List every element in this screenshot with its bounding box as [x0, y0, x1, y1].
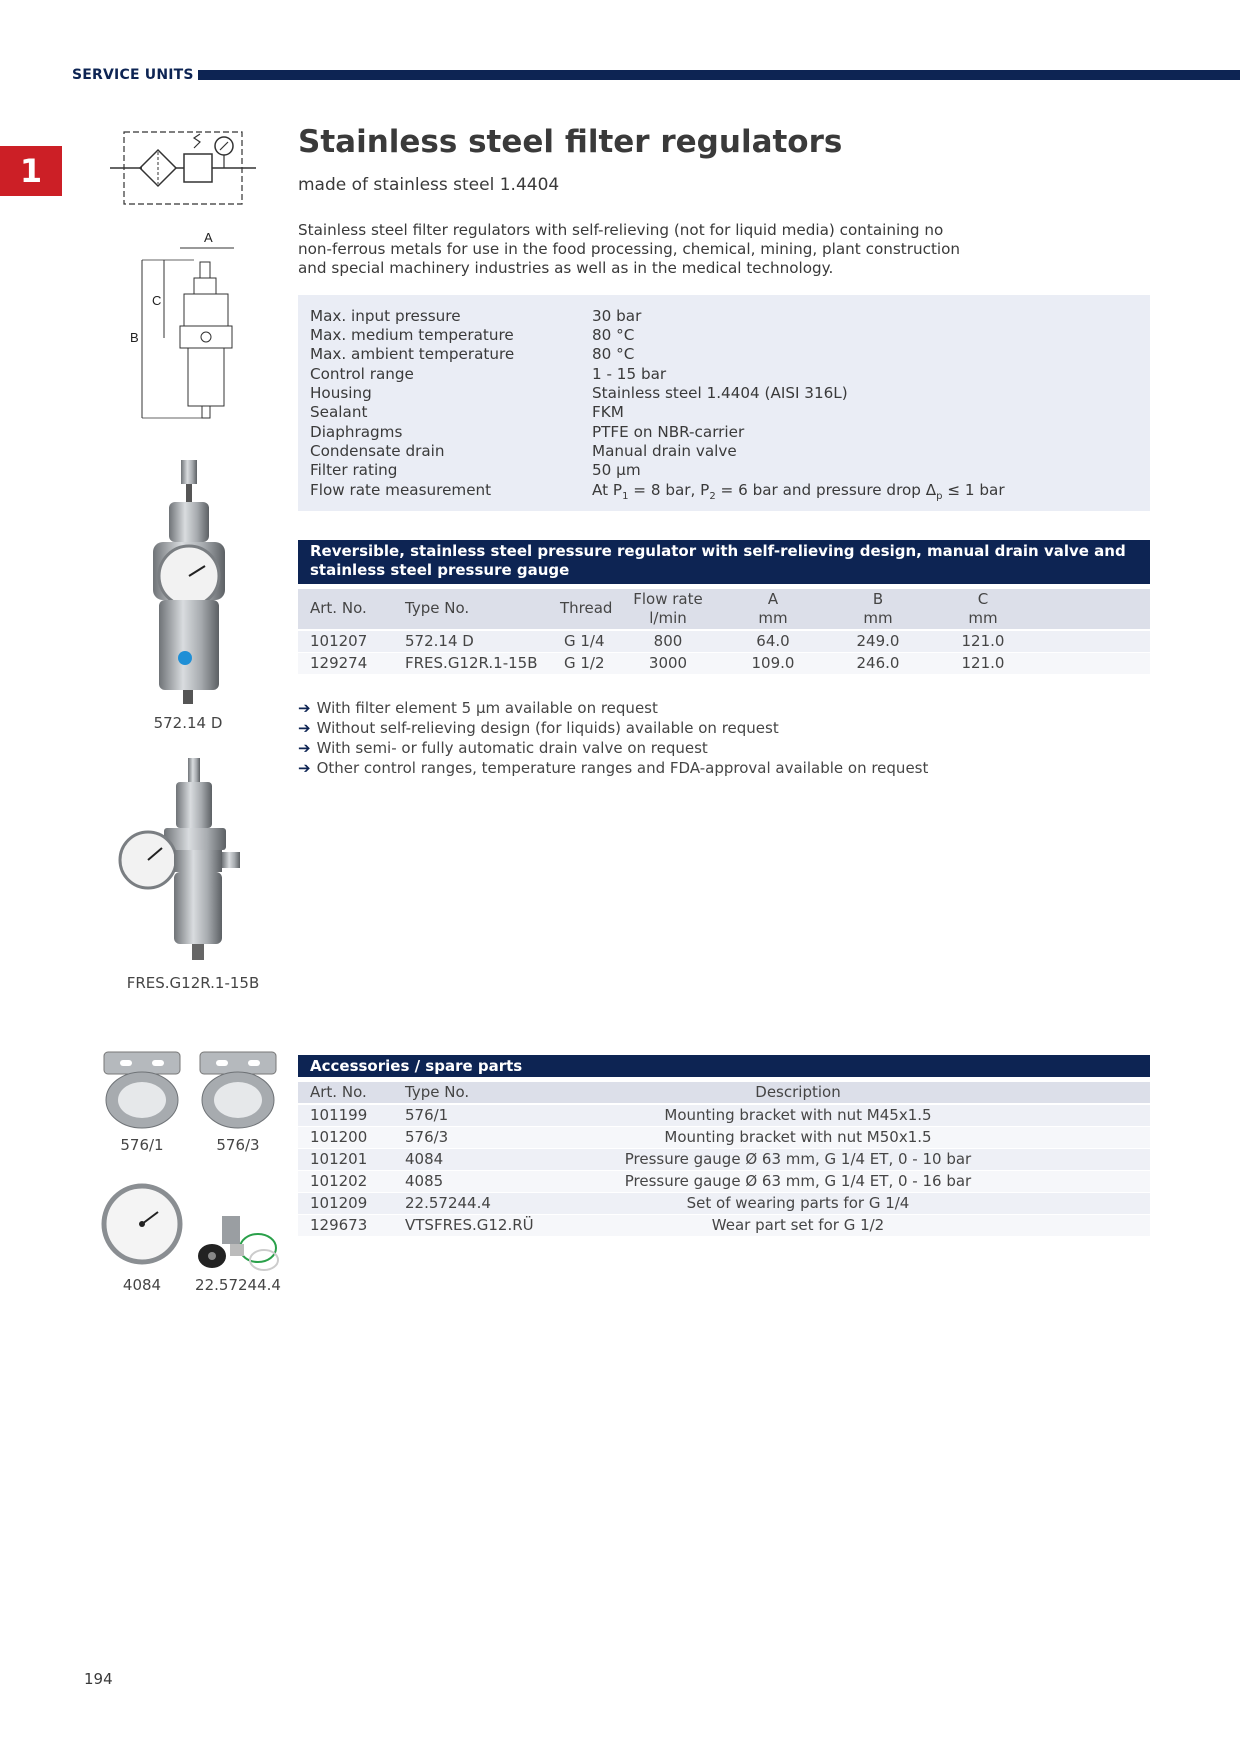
product-table-title: Reversible, stainless steel pressure regulator with self-relieving design, manual drain valve and stainless steel pressure gauge	[298, 540, 1150, 584]
page-number: 194	[84, 1670, 113, 1688]
col-b: B mm	[863, 590, 893, 627]
dim-label-a: A	[204, 230, 213, 245]
table-row: 101200 576/3 Mounting bracket with nut M50x1.5	[298, 1127, 1150, 1148]
spec-row: Sealant FKM	[310, 403, 624, 421]
col-type-no: Type No.	[405, 599, 470, 617]
arrow-right-icon: ➔	[298, 719, 311, 737]
chapter-tab: 1	[0, 146, 62, 196]
pressure-gauge-image	[100, 1182, 184, 1270]
pneumatic-symbol-icon	[108, 128, 258, 208]
page-title: Stainless steel filter regulators	[298, 124, 843, 160]
spec-row: Diaphragms PTFE on NBR-carrier	[310, 423, 745, 441]
arrow-right-icon: ➔	[298, 739, 311, 757]
table-row: 129274 FRES.G12R.1-15B G 1/2 3000 109.0 246.0 121.0	[298, 653, 1150, 674]
spec-row: Control range 1 - 15 bar	[310, 365, 667, 383]
list-item: ➔ With semi- or fully automatic drain valve on request	[298, 739, 708, 757]
wear-parts-image	[194, 1214, 284, 1274]
spec-row: Filter rating 50 µm	[310, 461, 641, 479]
spec-row: Max. medium temperature 80 °C	[310, 326, 635, 344]
list-item: ➔ With filter element 5 µm available on request	[298, 699, 658, 717]
product-image-572-14-d	[145, 458, 235, 708]
table-row: 101207 572.14 D G 1/4 800 64.0 249.0 121.0	[298, 631, 1150, 652]
spec-row: Flow rate measurement At $P_1 = 8$ bar, $P_2 = 6$ bar and pressure drop $\Delta_p \le 1$ bar	[310, 481, 1005, 503]
table-row: 101209 22.57244.4 Set of wearing parts for G 1/4	[298, 1193, 1150, 1214]
table-row: 101201 4084 Pressure gauge Ø 63 mm, G 1/4 ET, 0 - 10 bar	[298, 1149, 1150, 1170]
product-caption-1: 572.14 D	[153, 714, 223, 732]
list-item: ➔ Other control ranges, temperature ranges and FDA-approval available on request	[298, 759, 929, 777]
page-subtitle: made of stainless steel 1.4404	[298, 175, 560, 195]
product-image-fres-g12r	[118, 752, 248, 967]
col-thread: Thread	[560, 599, 613, 617]
spec-row: Condensate drain Manual drain valve	[310, 442, 737, 460]
col-c: C mm	[968, 590, 998, 627]
col-art-no: Art. No.	[310, 599, 367, 617]
header-bar	[198, 70, 1240, 80]
spec-row: Max. input pressure 30 bar	[310, 307, 642, 325]
mounting-bracket-image-1	[102, 1050, 182, 1130]
product-caption-2: FRES.G12R.1-15B	[126, 974, 260, 992]
col-a: A mm	[758, 590, 788, 627]
spec-box	[298, 295, 1150, 511]
dimension-drawing	[128, 230, 248, 430]
arrow-right-icon: ➔	[298, 699, 311, 717]
spec-row: Housing Stainless steel 1.4404 (AISI 316L)	[310, 384, 848, 402]
table-row: 129673 VTSFRES.G12.RÜ Wear part set for G 1/2	[298, 1215, 1150, 1236]
mounting-bracket-image-2	[198, 1050, 278, 1130]
col-flow-rate: Flow rate l/min	[633, 590, 703, 627]
table-row: 101202 4085 Pressure gauge Ø 63 mm, G 1/4 ET, 0 - 16 bar	[298, 1171, 1150, 1192]
acc-caption-2: 576/3	[216, 1136, 260, 1154]
acc-caption-3: 4084	[122, 1276, 162, 1294]
product-table-header	[298, 589, 1150, 629]
arrow-right-icon: ➔	[298, 759, 311, 777]
dim-label-c: C	[152, 293, 162, 308]
product-table	[298, 540, 1150, 672]
acc-caption-1: 576/1	[120, 1136, 164, 1154]
table-row: 101199 576/1 Mounting bracket with nut M45x1.5	[298, 1105, 1150, 1126]
notes-list	[298, 698, 928, 778]
intro-paragraph: Stainless steel filter regulators with self-relieving (not for liquid media) containing no non-ferrous metals for use in the food processing, chemical, mining, plant construction and special machinery industries as well as in the medical technology.	[298, 221, 961, 277]
accessories-table-title: Accessories / spare parts	[298, 1055, 1150, 1077]
acc-caption-4: 22.57244.4	[195, 1276, 281, 1294]
accessories-table-header: Art. No. Type No. Description	[298, 1082, 1150, 1103]
section-label: SERVICE UNITS	[72, 67, 194, 83]
list-item: ➔ Without self-relieving design (for liquids) available on request	[298, 719, 779, 737]
spec-row: Max. ambient temperature 80 °C	[310, 345, 635, 363]
accessories-table	[298, 1055, 1150, 1234]
dim-label-b: B	[130, 330, 139, 345]
